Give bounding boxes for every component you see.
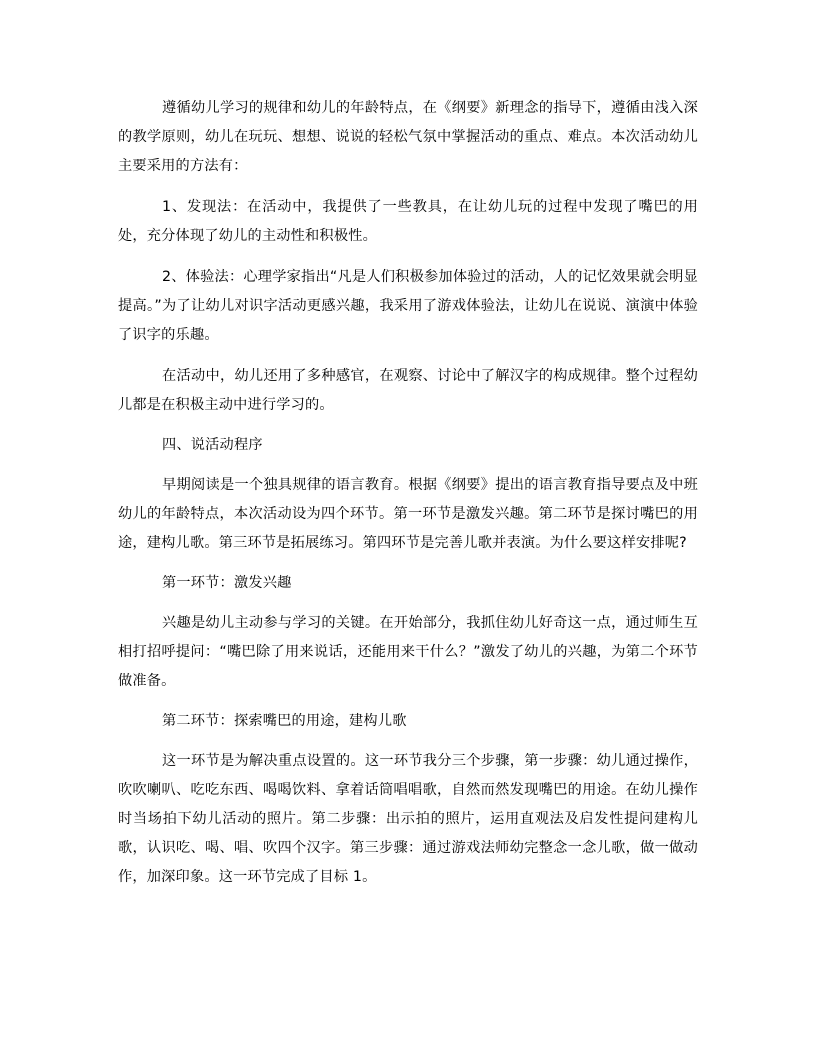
paragraph-methods-intro: 遵循幼儿学习的规律和幼儿的年龄特点，在《纲要》新理念的指导下，遵循由浅入深的教学原则，幼儿在玩玩、想想、说说的轻松气氛中掌握活动的重点、难点。本次活动幼儿主要采用的方法有：: [118, 100, 698, 174]
paragraph-discovery-method: 1、发现法：在活动中，我提供了一些教具，在让幼儿玩的过程中发现了嘴巴的用处，充分体现了幼儿的主动性和积极性。: [118, 199, 698, 244]
heading-stage-one: 第一环节：激发兴趣: [162, 575, 292, 591]
heading-stage-two: 第二环节：探索嘴巴的用途，建构儿歌: [162, 713, 407, 729]
paragraph-experience-method: 2、体验法：心理学家指出“凡是人们积极参加体验过的活动，人的记忆效果就会明显提高。”为了让幼儿对识字活动更感兴趣，我采用了游戏体验法，让幼儿在说说、演演中体验了识字的乐趣。: [118, 269, 698, 343]
document-body: [118, 94, 698, 892]
section-heading-activity-procedure: 四、说活动程序: [162, 437, 263, 453]
paragraph-interest: 兴趣是幼儿主动参与学习的关键。在开始部分，我抓住幼儿好奇这一点，通过师生互相打招呼提问：“嘴巴除了用来说话，还能用来干什么？”激发了幼儿的兴趣，为第二个环节做准备。: [118, 615, 698, 689]
paragraph-stage-two-steps: 这一环节是为解决重点设置的。这一环节我分三个步骤，第一步骤：幼儿通过操作，吹吹喇叭、吃吃东西、喝喝饮料、拿着话筒唱唱歌，自然而然发现嘴巴的用途。在幼儿操作时当场拍下幼儿活动的照片。第二步骤：出示拍的照片，运用直观法及启发性提问建构儿歌，认识吃、喝、唱、吹四个汉字。第三步骤：通过游戏法师幼完整念一念儿歌，做一做动作，加深印象。这一环节完成了目标 1。: [118, 753, 698, 885]
paragraph-early-reading: 早期阅读是一个独具规律的语言教育。根据《纲要》提出的语言教育指导要点及中班幼儿的年龄特点，本次活动设为四个环节。第一环节是激发兴趣。第二环节是探讨嘴巴的用途，建构儿歌。第三环节是拓展练习。第四环节是完善儿歌并表演。为什么要这样安排呢?: [118, 477, 698, 551]
paragraph-senses: 在活动中，幼儿还用了多种感官，在观察、讨论中了解汉字的构成规律。整个过程幼儿都是在积极主动中进行学习的。: [118, 368, 698, 413]
